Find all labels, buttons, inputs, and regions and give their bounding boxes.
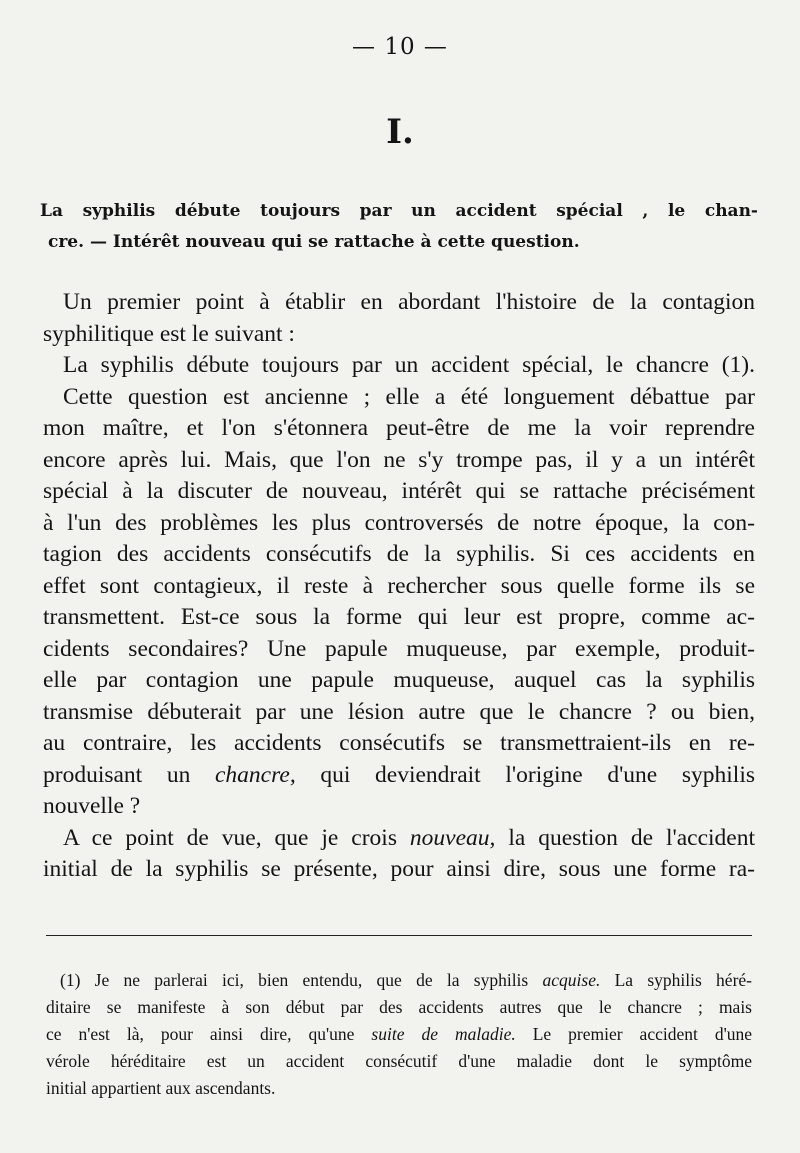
body-line	[43, 823, 755, 855]
italic-term: suite de maladie.	[371, 1024, 516, 1044]
page-number: — 10 —	[352, 34, 448, 60]
body-paragraphs	[43, 287, 755, 886]
body-line: à l'un des problèmes les plus controversés de notre époque, la con-	[43, 509, 755, 536]
body-line: mon maître, et l'on s'étonnera peut-être de me la voir reprendre	[43, 415, 755, 441]
body-line: tagion des accidents consécutifs de la syphilis. Si ces accidents en	[43, 541, 755, 567]
footnote-line	[46, 967, 752, 994]
footnote-segment: Le premier accident d'une	[515, 1024, 752, 1044]
body-text-segment: la question de l'accident	[495, 824, 755, 851]
body-line: cidents secondaires? Une papule muqueuse, par exemple, produit-	[43, 635, 755, 662]
body-line: encore après lui. Mais, que l'on ne s'y trompe pas, il y a un intérêt	[43, 446, 755, 473]
heading-line: cre. — Intérêt nouveau qui se rattache à cette question.	[48, 232, 580, 252]
body-line: initial de la syphilis se présente, pour ainsi dire, sous une forme ra-	[43, 856, 755, 882]
body-line: elle par contagion une papule muqueuse, auquel cas la syphilis	[43, 667, 755, 693]
body-line: La syphilis débute toujours par un accident spécial, le chancre (1).	[63, 352, 755, 378]
section-heading	[40, 196, 758, 258]
heading-line: La syphilis débute toujours par un accident spécial , le chan-	[40, 201, 758, 221]
footnote-line: ditaire se manifeste à son début par des accidents autres que le chancre ; mais	[46, 997, 752, 1017]
footnote-divider	[46, 935, 752, 936]
body-line: syphilitique est le suivant :	[43, 320, 295, 347]
footnote-segment: (1) Je ne parlerai ici, bien entendu, que de la syphilis	[60, 970, 543, 990]
body-line: transmise débuterait par une lésion autre que le chancre ? ou bien,	[43, 698, 755, 725]
body-line: au contraire, les accidents consécutifs se transmettraient-ils en re-	[43, 730, 755, 756]
footnote-line: initial appartient aux ascendants.	[46, 1078, 276, 1098]
footnote-line	[46, 1021, 752, 1048]
footnote-segment: La syphilis héré-	[600, 970, 752, 990]
italic-term: chancre,	[215, 761, 296, 788]
body-text-segment: qui deviendrait l'origine d'une syphilis	[295, 761, 755, 788]
body-line: nouvelle ?	[43, 793, 141, 819]
footnote-segment: ce n'est là, pour ainsi dire, qu'une	[46, 1024, 372, 1044]
section-numeral: I.	[386, 112, 414, 152]
footnote-line: vérole héréditaire est un accident consécutif d'une maladie dont le symptôme	[46, 1051, 752, 1071]
body-text-segment: A ce point de vue, que je crois	[63, 824, 410, 851]
body-line: effet sont contagieux, il reste à rechercher sous quelle forme ils se	[43, 572, 755, 599]
italic-term: acquise.	[542, 970, 601, 990]
body-text-segment: produisant un	[43, 761, 215, 788]
body-line	[43, 760, 755, 792]
body-line: spécial à la discuter de nouveau, intérêt qui se rattache précisément	[43, 478, 755, 504]
italic-term: nouveau,	[409, 824, 496, 851]
body-line: Cette question est ancienne ; elle a été longuement débattue par	[63, 383, 755, 410]
footnote	[46, 967, 752, 1102]
body-line: Un premier point à établir en abordant l'histoire de la contagion	[63, 289, 755, 315]
body-line: transmettent. Est-ce sous la forme qui leur est propre, comme ac-	[43, 604, 755, 630]
